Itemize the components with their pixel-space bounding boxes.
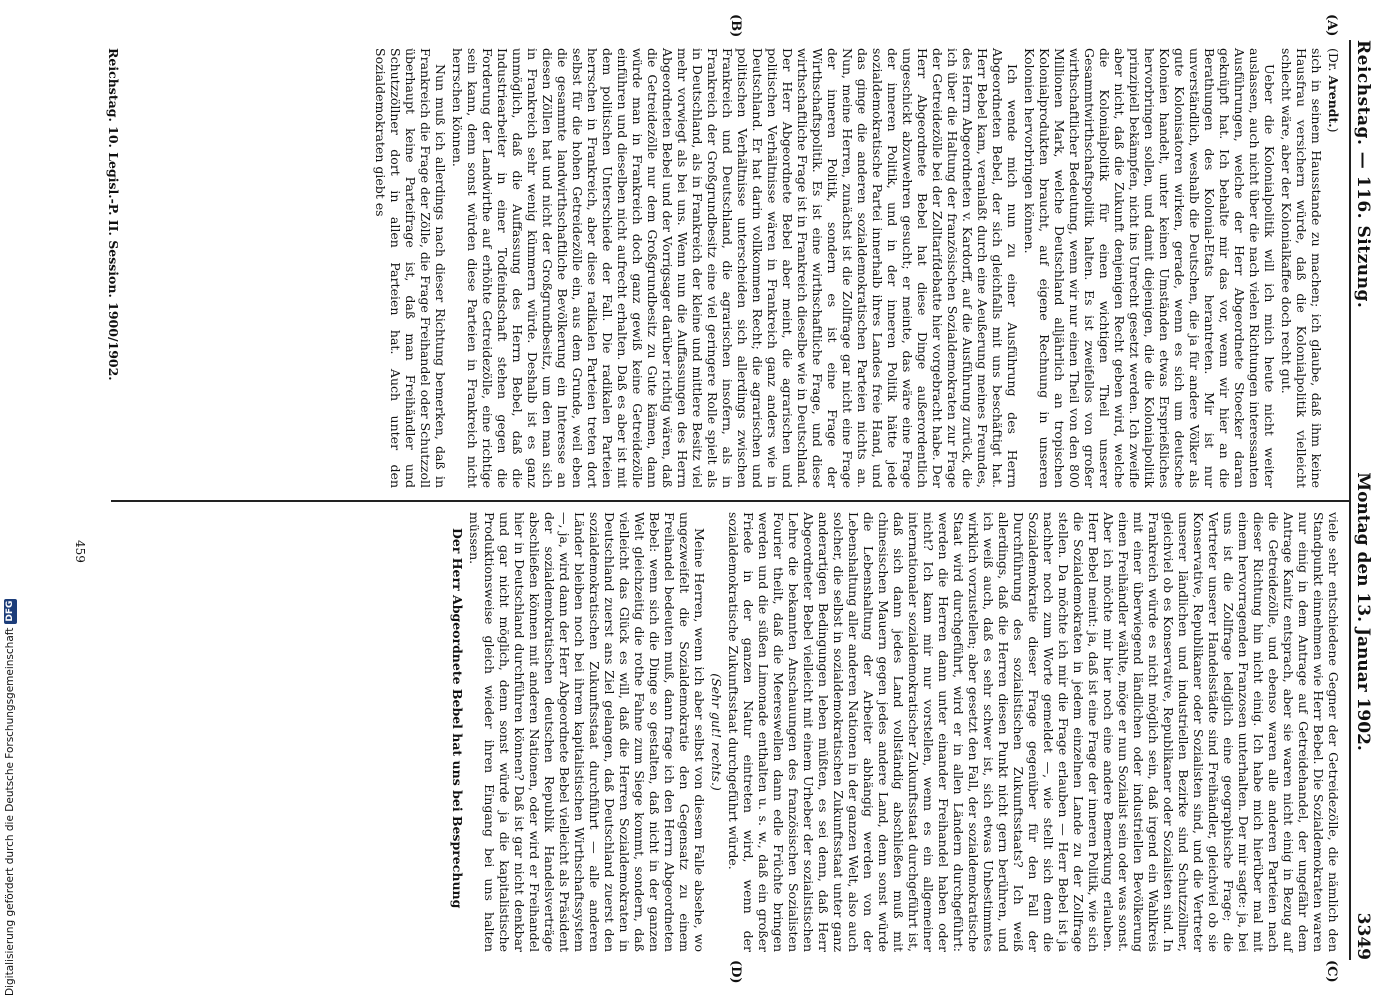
header-date: Montag den 13. Januar 1902. bbox=[1353, 472, 1373, 751]
applause-note: (Sehr gut! rechts.) bbox=[709, 673, 724, 791]
margin-letter-a: (A) bbox=[1324, 14, 1339, 37]
page-footer: Reichstag. 10. Legisl.-P. II. Session. 1900/1902. bbox=[106, 48, 121, 381]
newspaper-page bbox=[73, 0, 1383, 1000]
left-paragraph: Ich wende mich nun zu einer Ausführung des Herrn Abgeordneten Bebel, der sich gleichfalls mit uns beschäftigt hat. Herr Bebel kam, veranlaßt durch eine Aeußerung meines Freundes, des Herrn Abgeordneten v. Kardorff, auf die Ausführung zurück, die ich über die Haltung der französischen Sozialdemokraten zur Frage der Getreidezölle bei der Zolltarifdebatte hier vorgebracht habe. Der Herr Abgeordnete Bebel hat diese Dinge außerordentlich ungeschickt abzuwehren gesucht; er meinte, das wäre eine Frage der inneren Politik, und in der inneren Politik hätte jede sozialdemokratische Partei innerhalb ihres Landes freie Hand, und das ginge die anderen sozialdemokratischen Parteien nichts an. Nun, meine Herren, zunächst ist die Zollfrage gar nicht eine Frage der inneren Politik, sondern es ist eine Frage der Wirthschaftspolitik. Es ist eine wirthschaftliche Frage, und diese wirthschaftliche Frage ist in Frankreich dieselbe wie in Deutschland. Der Herr Abgeordnete Bebel aber meint, die agrarischen und politischen Verhältnisse wären in Frankreich ganz anders wie in Deutschland. Er hat darin vollkommen Recht; die agrarischen und politischen Verhältnisse unterscheiden sich allerdings zwischen Frankreich und Deutschland, die agrarischen insofern, als in Frankreich der Großgrundbesitz eine viel geringere Rolle spielt als in Deutschland, als in Frankreich der kleine und mittlere Besitz viel mehr vorwiegt als bei uns. Wenn nun die Auffassungen des Herrn Abgeordneten Bebel und der Vorrigsager darüber richtig wären, daß die Getreidezölle nur dem Großgrundbesitz zu Gute kämen, dann würde man in Frankreich doch ganz gewiß keine Getreidezölle einführen und dieselben nicht aufrecht erhalten. Daß es aber ist mit dem politischen Unterschiede der Fall. Die radikalen Parteien herrschen in Frankreich, aber diese radikalen Parteien treten dort selbst für die hohen Getreidezölle ein, aus dem Grunde, weil eben die gesammte landwirthschaftliche Bevölkerung ein Interesse an diesen Zöllen hat und nicht der Großgrundbesitz, um den man sich in Frankreich sehr wenig kümmern würde. Deshalb ist es ganz unmöglich, daß die Auffassung des Herrn Bebel, daß die Industriearbeiter in einer Todfeindschaft stehen gegen die Forderung der Landwirthe auf erhöhte Getreidezölle, eine richtige sein kann, denn sonst würden diese Parteien in Frankreich nicht herrschen können. bbox=[450, 48, 1020, 488]
header-right bbox=[1353, 472, 1373, 960]
digitization-credit bbox=[2, 590, 20, 996]
left-column bbox=[371, 48, 1341, 488]
speaker-close: ) bbox=[1326, 127, 1341, 133]
credit-text: Digitalisierung gefördert durch die Deutsche Forschungsgemeinschaft bbox=[4, 627, 16, 996]
page-mark: 459 bbox=[73, 540, 87, 563]
header-page-number: 3349 bbox=[1353, 912, 1373, 960]
dfg-logo-icon: DFG bbox=[4, 600, 15, 622]
speaker-open: (Dr. bbox=[1326, 48, 1341, 76]
margin-letter-d: (D) bbox=[728, 960, 743, 984]
header-left: Reichstag. — 116. Sitzung. bbox=[1353, 40, 1373, 309]
right-column bbox=[448, 512, 1341, 952]
credit-text-wrapper bbox=[2, 590, 18, 996]
right-paragraph: viele sehr entschiedene Gegner der Getreidezölle, die nämlich den Standpunkt einnehmen wie Herr Bebel. Die Sozialdemokraten waren nur einig in dem Antrage auf Getreidehandel, der ungefähr dem Antrage Kanitz entsprach, aber sie waren nicht einig in Bezug auf die Getreidezölle, und ebenso waren alle anderen Parteien nach dieser Richtung hin nicht einig. Ich habe mich hierüber mal mit einem hervorragenden Franzosen unterhalten. Der mir sagte: ja, bei uns ist die Zollfrage lediglich eine geographische Frage; die Vertreter unserer Handelsstädte sind Freihändler, gleichviel ob sie Konservative, Republikaner oder Sozialisten sind, und die Vertreter unserer ländlichen und industriellen Bezirke sind Schutzzöllner, gleichviel ob es Konservative, Republikaner oder Sozialisten sind. In Frankreich würde es nicht möglich sein, daß irgend ein Wahlkreis mit einer überwiegend ländlichen oder industriellen Bevölkerung einen Freihändler wählte, möge er nun Sozialist sein oder was sonst. Aber ich möchte mir hier noch eine andere Bemerkung erlauben. Herr Bebel meint: ja, daß ist eine Frage der inneren Politik, wie sich die Sozialdemokraten in jedem einzelnen Lande zu der Zollfrage stellen. Da möchte ich mir die Frage erlauben — Herr Bebel ist ja nachher noch zum Worte gemeldet —, wie stellt sich denn die Sozialdemokratie dieser Frage gegenüber für den Fall der Durchführung des sozialistischen Zukunftsstaats? Ich weiß allerdings, daß die Herren diesen Punkt nicht gern berühren, und ich weiß auch, daß es sehr schwer ist, sich etwas Unbestimmtes wirklich vorzustellen; aber gesetzt den Fall, der sozialdemokratische Staat wird durchgeführt, wird er in allen Ländern durchgeführt: werden die Herren dann unter einander Freihandel haben oder nicht? Ich kann mir nur vorstellen, wenn es ein allgemeiner internationaler sozialdemokratischer Zukunftsstaat durchgeführt ist, daß sich dann jedes Land vollständig abschließen muß mit chinesischen Mauern gegen jedes andere Land, denn sonst würde die Lebenshaltung der Arbeiter abhängig werden von der Lebenshaltung aller anderen Nationen in der ganzen Welt, also auch solcher, die selbst in sozialdemokratischen Zukunftsstaat unter ganz anderartigen Bedingungen leben müßten, es sei denn, daß Herr Abgeordneter Bebel vielleicht mit einem Urheber der sozialistischen Lehre die bekannten Anschauungen des französischen Sozialisten Fourier theilt, daß die Meereswellen dann edle Früchte bringen werden und die süßen Limonade enthalten u. s. w., daß ein großer Friede in der ganzen Natur eintreten wird, wenn der sozialdemokratische Zukunftsstaat durchgeführt würde. bbox=[726, 512, 1341, 952]
closing-speaker-line: Der Herr Abgeordnete Bebel hat uns bei Besprechung bbox=[450, 528, 465, 909]
margin-letter-b: (B) bbox=[728, 14, 743, 38]
left-paragraph: Nun muß ich allerdings nach dieser Richtung bemerken, daß in Frankreich die Frage der Zölle, die Frage Freihandel oder Schutzzoll überhaupt keine Parteifrage ist, daß man Freihändler und Schutzzöllner dort in allen Parteien hat. Auch unter den Sozialdemokraten giebt es bbox=[373, 48, 448, 488]
speaker-line bbox=[1326, 48, 1341, 488]
column-divider bbox=[111, 500, 1351, 502]
left-paragraph: Ueber die Kolonialpolitik will ich mich heute nicht weiter auslassen, auch nicht über die nach vielen Richtungen interessanten Ausführungen, welche der Herr Abgeordnete Stoecker daran geknüpft hat. Ich behalte mir das vor, wenn wir hier an die Berathungen des Kolonial-Etats herantreten. Mir ist nur unverständlich, weshalb die Deutschen, die ja für andere Völker als gute Kolonisatoren wirken, gerade, wenn es sich um deutsche Kolonien handelt, unter keinen Umständen etwas Ersprießliches hervorbringen sollen, und damit diejenigen, die die Kolonialpolitik prinzipiell bekämpfen, nicht ins Unrecht gesetzt werden. Ich zweifle aber nicht, daß die Zukunft denjenigen Recht geben wird, welche die Kolonialpolitik für einen wichtigen Theil unserer Gesammtwirthschaftspolitik halten. Es ist zweifellos von großer wirthschaftlicher Bedeutung, wenn wir nur einen Theil von den 800 Millionen Mark, welche Deutschland alljährlich an tropischen Kolonialprodukten braucht, auf eigene Rechnung in unseren Kolonien hervorbringen können. bbox=[1022, 48, 1277, 488]
left-paragraph: sich in seinem Hausstande zu machen; ich glaube, daß ihm keine Hausfrau versichern würde, daß die Kolonialpolitik vielleicht schlecht wäre, aber der Kolonialkaffee doch recht gut. bbox=[1279, 48, 1324, 488]
right-paragraph: Meine Herren, wenn ich aber selbst von diesem Falle absehe, wo ungezweifelt die Sozialdemokratie den Gegensatz zu einem Freihandel bedeuten muß, dann frage ich den Herrn Abgeordneten Bebel: wenn sich die Dinge so gestalten, daß nicht in der ganzen Welt gleichzeitig die rothe Fahne zum Siege kommt, sondern, daß vielleicht das Glück es will, daß die Herren Sozialdemokraten in Deutschland zuerst ans Ziel gelangen, daß Deutschland zuerst den sozialdemokratischen Zukunftsstaat durchführt — alle anderen Länder bleiben noch bei ihrem kapitalistischen Wirthschaftssystem —, ja, wird dann der Herr Abgeordnete Bebel vielleicht als Präsident der sozialdemokratischen deutschen Republik Handelsverträge abschließen können mit anderen Nationen, oder wird er Freihandel hier in Deutschland durchführen können? Daß ist gar nicht denkbar und gar nicht möglich, denn sonst würde ja die kapitalistische Produktionsweise gleich wieder ihren Eingang bei uns halten müssen. bbox=[467, 512, 707, 952]
speaker-name: Arendt. bbox=[1326, 75, 1341, 128]
margin-letter-c: (C) bbox=[1324, 960, 1339, 983]
